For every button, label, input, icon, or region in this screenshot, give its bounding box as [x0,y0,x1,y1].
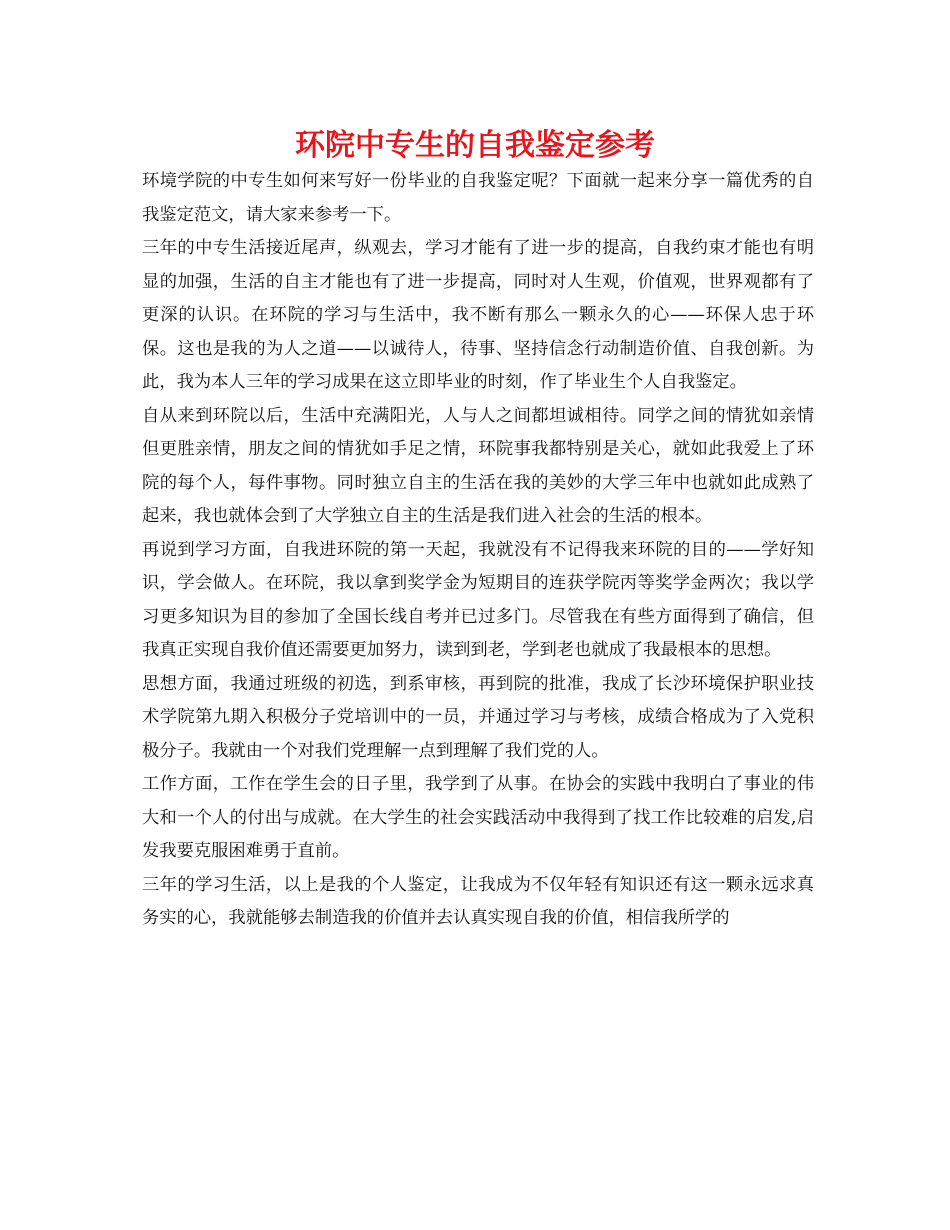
paragraph-thought: 思想方面，我通过班级的初选，到系审核，再到院的批准，我成了长沙环境保护职业技术学院第九期入积极分子党培训中的一员，并通过学习与考核，成绩合格成为了入党积极分子。我就由一个对我们党理解一点到理解了我们党的人。 [142,673,814,761]
paragraph-life: 自从来到环院以后，生活中充满阳光，人与人之间都坦诚相待。同学之间的情犹如亲情但更胜亲情，朋友之间的情犹如手足之情，环院事我都特别是关心，就如此我爱上了环院的每个人，每件事物。同时独立自主的生活在我的美妙的大学三年中也就如此成熟了起来，我也就体会到了大学独立自主的生活是我们进入社会的生活的根本。 [142,405,814,526]
paragraph-study: 再说到学习方面，自我进环院的第一天起，我就没有不记得我来环院的目的——学好知识，学会做人。在环院，我以拿到奖学金为短期目的连获学院丙等奖学金两次；我以学习更多知识为目的参加了全国长线自考并已过多门。尽管我在有些方面得到了确信，但我真正实现自我价值还需要更加努力，读到到老，学到老也就成了我最根本的思想。 [142,539,814,660]
paragraph-overview: 三年的中专生活接近尾声，纵观去，学习才能有了进一步的提高，自我约束才能也有明显的加强，生活的自主才能也有了进一步提高，同时对人生观，价值观，世界观都有了更深的认识。在环院的学习与生活中，我不断有那么一颗永久的心——环保人忠于环保。这也是我的为人之道——以诚待人，待事、坚持信念行动制造价值、自我创新。为此，我为本人三年的学习成果在这立即毕业的时刻，作了毕业生个人自我鉴定。 [142,238,814,392]
paragraph-conclusion: 三年的学习生活，以上是我的个人鉴定，让我成为不仅年轻有知识还有这一颗永远求真务实的心，我就能够去制造我的价值并去认真实现自我的价值，相信我所学的 [142,874,814,928]
paragraph-work: 工作方面，工作在学生会的日子里，我学到了从事。在协会的实践中我明白了事业的伟大和一个人的付出与成就。在大学生的社会实践活动中我得到了找工作比较难的启发,启发我要克服困难勇于直前。 [142,774,814,861]
document-body [142,165,814,936]
paragraph-intro: 环境学院的中专生如何来写好一份毕业的自我鉴定呢？下面就一起来分享一篇优秀的自我鉴定范文，请大家来参考一下。 [142,171,814,225]
document-title: 环院中专生的自我鉴定参考 [295,128,655,163]
